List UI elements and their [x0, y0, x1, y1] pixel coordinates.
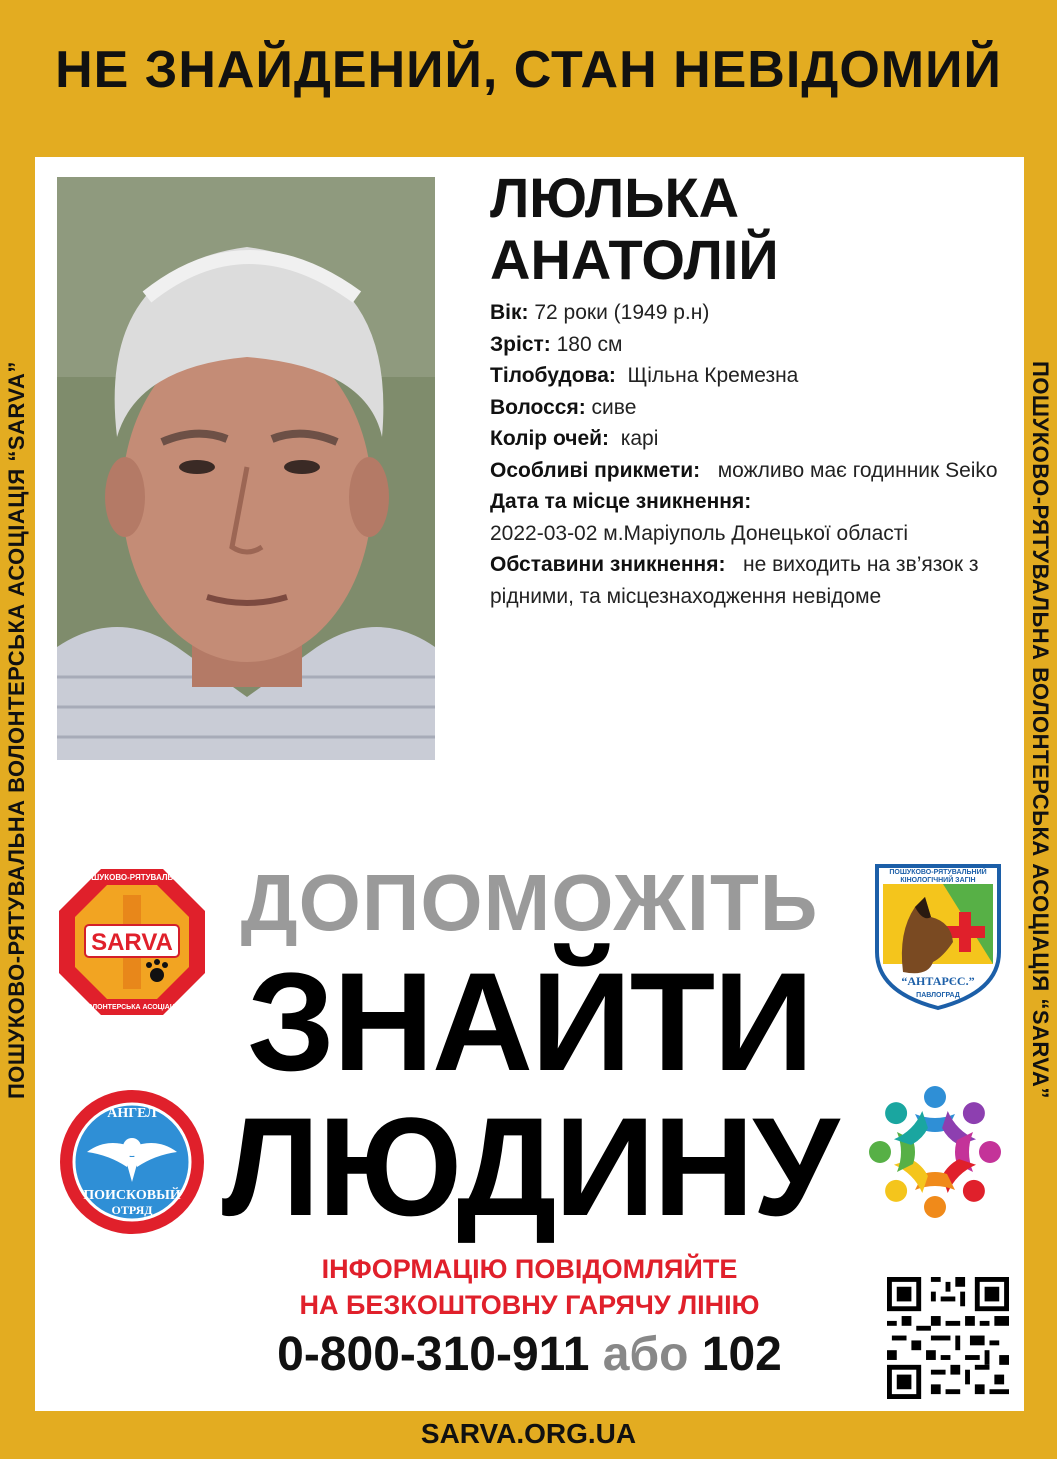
circ-row: [490, 549, 1000, 612]
age-label: Вік:: [490, 301, 529, 324]
community-circle-logo: [860, 1077, 1010, 1227]
circ-value: не виходить на зв’язок з рідними, та місцезнаходження невідоме: [490, 553, 979, 608]
build-row: [490, 360, 1000, 392]
person-heading: ЛЮДИНУ: [221, 1088, 838, 1245]
height-value: 180 см: [556, 332, 623, 356]
height-label: Зріст:: [490, 332, 551, 356]
find-heading: ЗНАЙТИ: [247, 943, 812, 1100]
angel-logo-bottom2: ОТРЯД: [111, 1203, 153, 1217]
antares-logo-top1: ПОШУКОВО-РЯТУВАЛЬНИЙ: [889, 869, 987, 876]
marks-label: Особливі прикмети:: [490, 458, 701, 482]
eyes-row: [490, 423, 1000, 455]
date-row-value: 2022-03-02 м.Маріуполь Донецької області: [490, 521, 909, 545]
help-heading: ДОПОМОЖІТЬ: [240, 858, 819, 947]
age-row: [490, 297, 1000, 329]
height-row: [490, 329, 1000, 361]
eyes-value: карі: [620, 427, 659, 450]
angel-logo: [57, 1087, 207, 1237]
antares-logo-top2: КІНОЛОГІЧНИЙ ЗАГІН: [900, 877, 976, 884]
hotline: [35, 1327, 1024, 1382]
person-name: [490, 167, 779, 291]
build-value: Щільна Кремезна: [627, 364, 799, 387]
sarva-logo-bottom: ВОЛОНТЕРСЬКА АСОЦІАЦІЯ: [82, 1004, 182, 1011]
hair-value: сиве: [591, 395, 637, 419]
missing-person-photo: [57, 177, 435, 760]
hair-label: Волосся:: [490, 395, 586, 419]
status-title: НЕ ЗНАЙДЕНИЙ, СТАН НЕВІДОМИЙ: [55, 41, 1002, 99]
sarva-logo-name: SARVA: [91, 929, 173, 956]
hotline-alt-phone[interactable]: 102: [701, 1328, 782, 1381]
poster-card: [35, 157, 1024, 1411]
hotline-phone[interactable]: 0-800-310-911: [277, 1328, 590, 1381]
info-line-2: НА БЕЗКОШТОВНУ ГАРЯЧУ ЛІНІЮ: [299, 1290, 760, 1320]
sarva-logo: [57, 867, 207, 1017]
side-text-left: ПОШУКОВО-РЯТУВАЛЬНА ВОЛОНТЕРСЬКА АСОЦІАЦІЯ “SARVA”: [4, 361, 29, 1099]
date-label: Дата та місце зникнення:: [490, 490, 752, 513]
person-firstname: АНАТОЛІЙ: [490, 228, 779, 291]
side-text-right: ПОШУКОВО-РЯТУВАЛЬНА ВОЛОНТЕРСЬКА АСОЦІАЦІЯ “SARVA”: [1028, 361, 1053, 1099]
angel-logo-bottom1: ПОИСКОВЫЙ: [83, 1188, 181, 1203]
person-details: [490, 297, 1000, 612]
angel-logo-top: АНГЕЛ: [107, 1106, 157, 1121]
person-surname: ЛЮЛЬКА: [490, 166, 740, 229]
eyes-label: Колір очей:: [490, 427, 610, 450]
antares-logo-city: ПАВЛОГРАД: [916, 992, 960, 999]
marks-row: [490, 455, 1000, 487]
info-line-1: ІНФОРМАЦІЮ ПОВІДОМЛЯЙТЕ: [321, 1254, 738, 1284]
age-value: 72 роки (1949 р.н): [534, 301, 710, 324]
marks-value: можливо має годинник Seiko: [717, 458, 998, 482]
hair-row: [490, 392, 1000, 424]
date-row-label: [490, 486, 1000, 518]
circ-label: Обставини зникнення:: [490, 553, 726, 576]
hotline-or: або: [602, 1328, 689, 1381]
build-label: Тілобудова:: [490, 364, 616, 387]
antares-logo: [873, 862, 1003, 1012]
sarva-logo-top: ПОШУКОВО-РЯТУВАЛЬНА: [79, 873, 185, 882]
website-link[interactable]: SARVA.ORG.UA: [420, 1418, 637, 1449]
antares-logo-name: “АНТАРЄС.”: [901, 974, 975, 988]
